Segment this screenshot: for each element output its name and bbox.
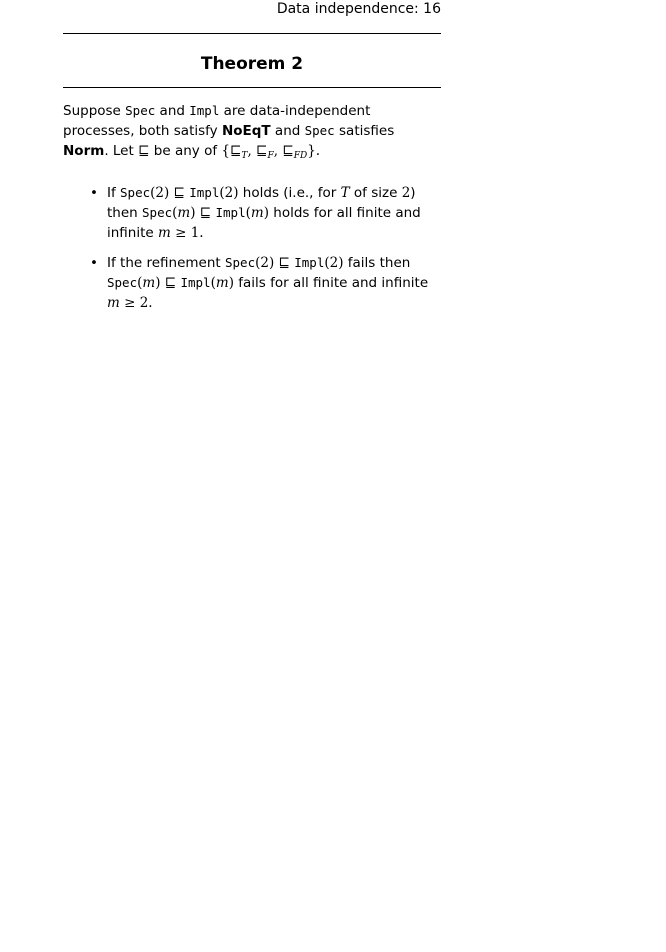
bullet-icon: •: [90, 255, 98, 271]
code-spec: Spec: [225, 255, 256, 270]
math: (2) ⊑: [255, 255, 295, 271]
bullet-icon: •: [90, 185, 98, 201]
bottom-rule: [63, 87, 441, 88]
subscript: F: [267, 151, 274, 161]
code-impl: Impl: [189, 185, 220, 200]
text: are data-independent processes, both satisfy: [63, 103, 371, 139]
math-var: T: [340, 185, 350, 201]
code-spec: Spec: [107, 275, 138, 290]
running-head: Data independence: 16: [276, 1, 441, 17]
subscript: FD: [293, 151, 308, 161]
code-impl: Impl: [294, 255, 325, 270]
refinement-symbol: ⊑: [282, 143, 294, 159]
code-spec: Spec: [304, 123, 335, 138]
math-var: m: [215, 275, 229, 291]
math: (: [137, 275, 143, 291]
math: (: [210, 275, 216, 291]
list-item: [63, 183, 441, 243]
math-var: m: [158, 225, 171, 241]
theorem-statement: [63, 101, 441, 166]
code-impl: Impl: [215, 205, 246, 220]
term-norm: Norm: [63, 143, 105, 159]
text: of size: [349, 185, 402, 201]
math-var: m: [107, 295, 120, 311]
math: (2) ⊑: [150, 185, 190, 201]
text: holds for all finite and infinite: [107, 205, 421, 241]
bullet-list: [63, 183, 441, 313]
subscript: T: [241, 151, 248, 161]
math: (2): [324, 255, 344, 271]
refinement-symbol: ⊑: [256, 143, 268, 159]
refinement-symbol: ⊑: [229, 143, 242, 159]
list-item: [63, 253, 441, 313]
text: If: [107, 185, 121, 201]
math: (2): [219, 185, 239, 201]
text: Suppose: [63, 103, 126, 119]
text: fails then: [343, 255, 411, 271]
top-rule: [63, 33, 441, 34]
text: . Let: [104, 143, 139, 159]
text: ) then: [107, 185, 416, 221]
math: ≥ 1.: [170, 225, 204, 241]
math: ): [228, 275, 234, 291]
refinement-symbol: ⊑: [138, 143, 150, 159]
math: ) ⊑: [155, 275, 181, 291]
code-spec: Spec: [142, 205, 173, 220]
math-comma: ,: [247, 143, 257, 159]
code-impl: Impl: [180, 275, 211, 290]
math: (: [245, 205, 251, 221]
text: and: [155, 103, 190, 119]
text: holds (i.e., for: [238, 185, 341, 201]
code-spec: Spec: [120, 185, 151, 200]
theorem-title: Theorem 2: [200, 54, 304, 74]
math: ): [263, 205, 269, 221]
math-comma: ,: [273, 143, 283, 159]
math: (: [172, 205, 178, 221]
math-var: m: [250, 205, 264, 221]
math-var: m: [177, 205, 191, 221]
text: be any of: [149, 143, 222, 159]
text: and: [270, 123, 305, 139]
math: 2: [401, 185, 411, 201]
text: fails for all finite and infinite: [233, 275, 429, 291]
theorem-body: [63, 101, 441, 323]
text: If the refinement: [107, 255, 225, 271]
math: ≥ 2.: [119, 295, 153, 311]
math-brace: }.: [307, 143, 321, 159]
math: ) ⊑: [190, 205, 216, 221]
term-noeqt: NoEqT: [221, 123, 271, 139]
math-brace: {: [221, 143, 230, 159]
text: satisfies: [334, 123, 395, 139]
math-var: m: [142, 275, 156, 291]
code-spec: Spec: [125, 103, 156, 118]
code-impl: Impl: [189, 103, 220, 118]
